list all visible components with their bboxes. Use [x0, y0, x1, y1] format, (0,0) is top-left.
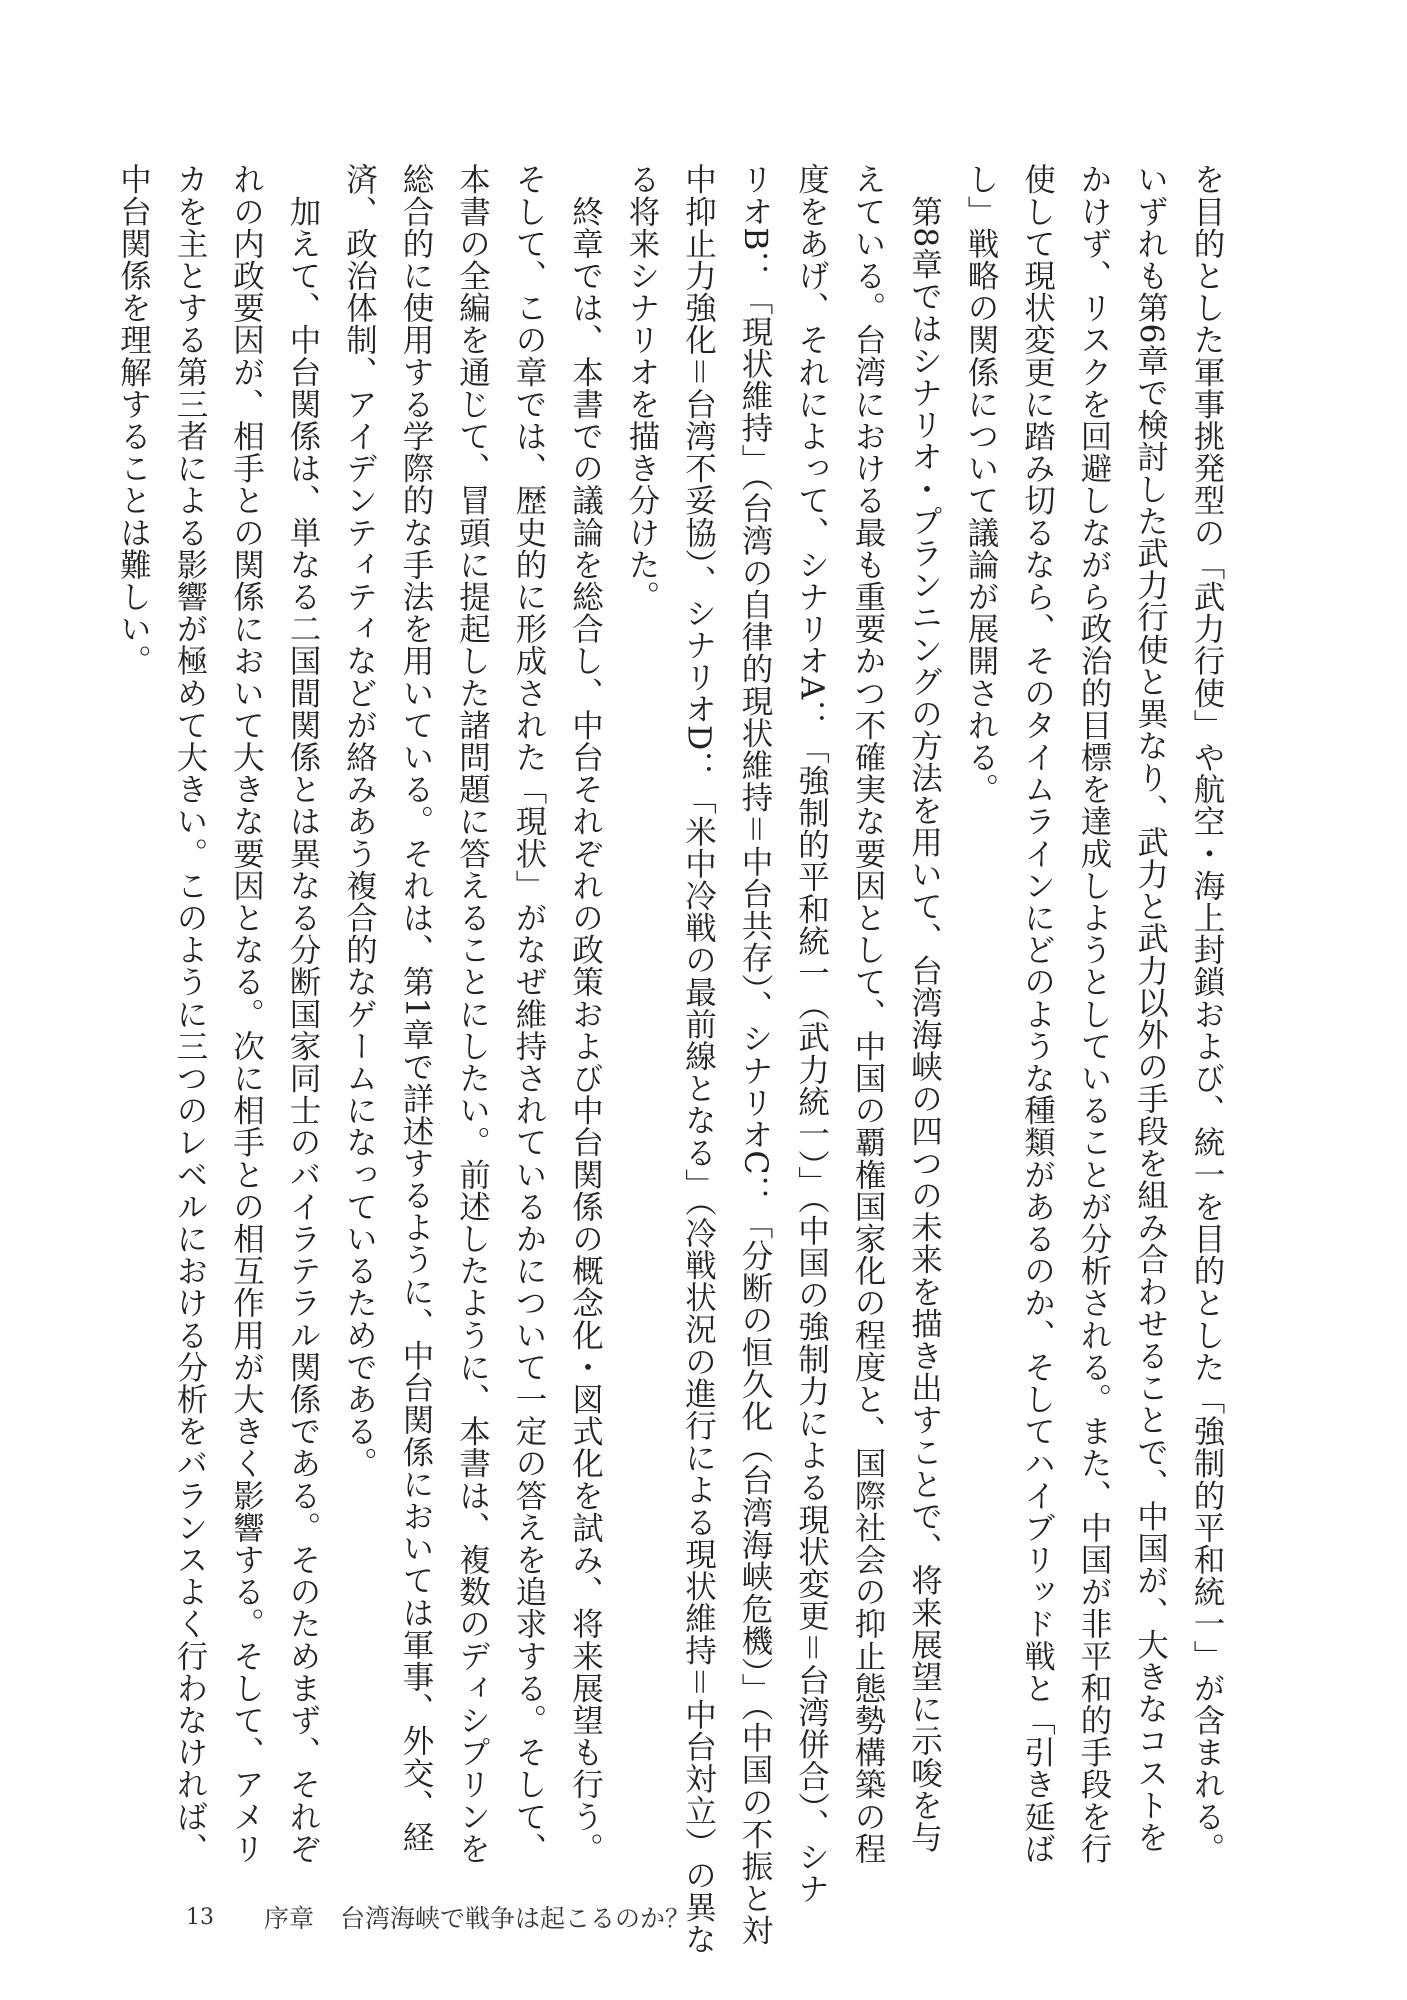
text-line: 中抑止力強化＝台湾不妥協）、シナリオD：「米中冷戦の最前線となる」（冷戦状況の進行による現状維持＝中台対立）の異な	[680, 163, 717, 1955]
text-line: を目的とした軍事挑発型の「武力行使」や航空・海上封鎖および、統一を目的とした「強制的平和統一」が含まれる。	[1189, 163, 1225, 1865]
text-line: れの内政要因が、相手との関係において大きな要因となる。次に相手との相互作用が大きく影響する。そして、アメリ	[228, 163, 265, 1865]
text-line: 本書の全編を通じて、冒頭に提起した諸問題に答えることにしたい。前述したように、本書は、複数のディシプリンを	[454, 163, 491, 1865]
chapter-label: 序章	[264, 1904, 315, 1933]
text-line: 度をあげ、それによって、シナリオA：「強制的平和統一（武力統一）」（中国の強制力による現状変更＝台湾併合）、シナ	[793, 163, 830, 1905]
text-line: 総合的に使用する学際的な手法を用いている。それは、第1章で詳述するように、中台関係においては軍事、外交、経	[398, 163, 434, 1853]
text-line: 第8章ではシナリオ・プランニングの方法を用いて、台湾海峡の四つの未来を描き出すことで、将来展望に示唆を与	[906, 163, 943, 1853]
text-line: し」戦略の関係について議論が展開される。	[963, 163, 999, 805]
text-line: 済、政治体制、アイデンティティなどが絡みあう複合的なゲームになっているためである。	[341, 163, 378, 1480]
page-number: 13	[186, 1904, 214, 1930]
text-line: リオB：「現状維持」（台湾の自律的現状維持＝中台共存）、シナリオC：「分断の恒久化（台湾海峡危機）」（中国の不振と対	[737, 163, 773, 1947]
text-line: 加えて、中台関係は、単なる二国間関係とは異なる分断国家同士のバイラテラル関係である。そのためまず、それぞ	[285, 163, 321, 1865]
text-line: かけず、リスクを回避しながら政治的目標を達成しようとしていることが分析される。また、中国が非平和的手段を行	[1076, 163, 1112, 1865]
chapter-title: 台湾海峡で戦争は起こるのか？	[340, 1904, 691, 1933]
text-line: 使して現状変更に踏み切るなら、そのタイムラインにどのような種類があるのか、そしてハイブリッド戦と「引き延ば	[1019, 163, 1056, 1865]
text-line: いずれも第6章で検討した武力行使と異なり、武力と武力以外の手段を組み合わせることで、中国が、大きなコストを	[1132, 163, 1169, 1853]
text-line: そして、この章では、歴史的に形成された「現状」がなぜ維持されているかについて一定の答えを追求する。そして、	[511, 163, 547, 1865]
text-line: えている。台湾における最も重要かつ不確実な要因として、中国の覇権国家化の程度と、国際社会の抑止態勢構築の程	[850, 163, 886, 1865]
text-line: カを主とする第三者による影響が極めて大きい。このように三つのレベルにおける分析をバランスよく行わなければ、	[172, 163, 208, 1865]
text-line: 終章では、本書での議論を総合し、中台それぞれの政策および中台関係の概念化・図式化を試み、将来展望も行う。	[567, 163, 604, 1865]
page-footer	[186, 1897, 690, 1937]
text-line: 中台関係を理解することは難しい。	[115, 163, 152, 677]
text-line: る将来シナリオを描き分けた。	[624, 163, 660, 613]
